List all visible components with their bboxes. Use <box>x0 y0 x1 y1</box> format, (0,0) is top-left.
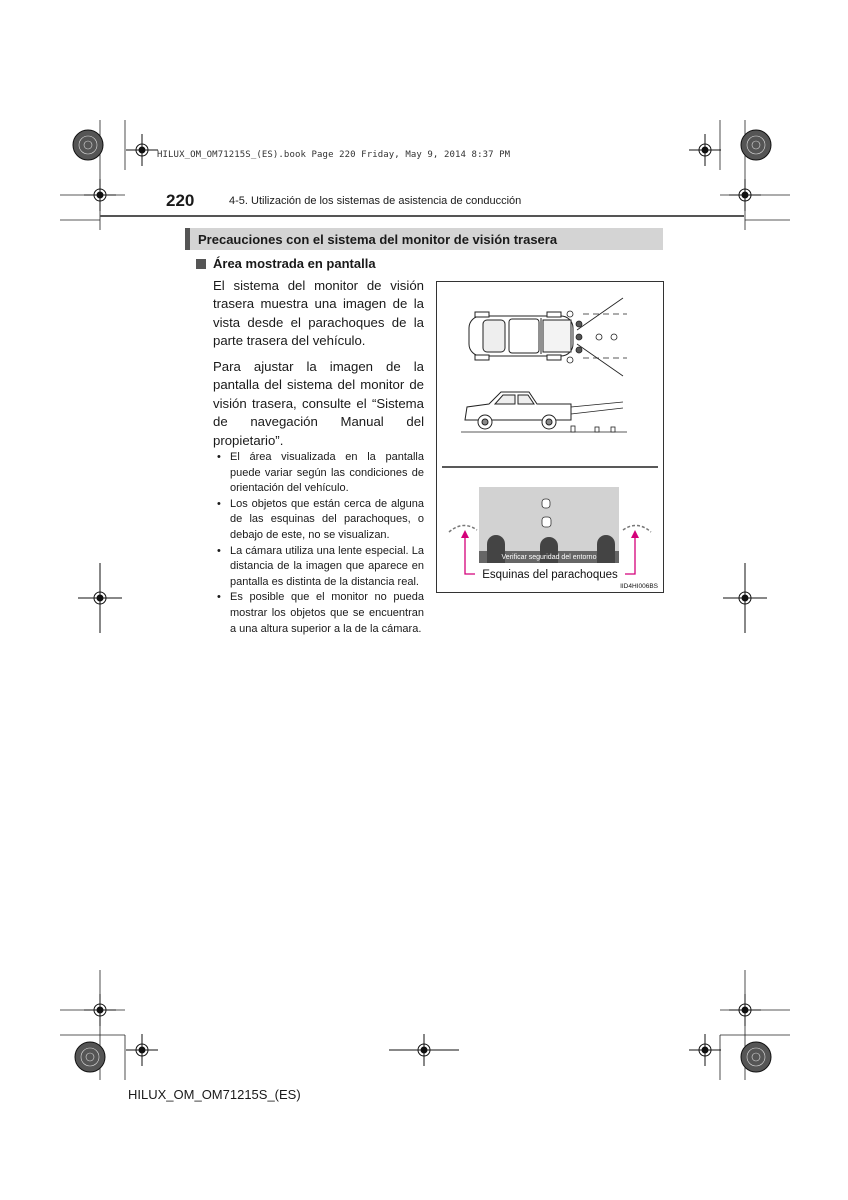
paragraph-intro: El sistema del monitor de visión trasera muestra una imagen de la vista desde el parachoques de la parte trasera del vehículo. <box>213 278 424 349</box>
section-title-bar <box>185 228 663 250</box>
subsection-title: Área mostrada en pantalla <box>213 256 376 271</box>
list-item: • Es posible que el monitor no pueda mostrar los objetos que se encuentran a una altura superior a la de la cámara. <box>217 591 424 635</box>
figure-code: IID4HI006BS <box>620 583 658 590</box>
figure-illustration <box>437 282 663 592</box>
subsection-square-icon <box>196 259 206 269</box>
notes-list <box>215 450 424 637</box>
list-item-text: La cámara utiliza una lente especial. La distancia de la imagen que aparece en pantalla es distinta de la distancia real. <box>230 544 424 588</box>
printer-info-line: HILUX_OM_OM71215S_(ES).book Page 220 Friday, May 9, 2014 8:37 PM <box>157 150 511 160</box>
list-item: • El área visualizada en la pantalla puede variar según las condiciones de orientación del vehículo. <box>217 451 424 495</box>
paragraph-adjust: Para ajustar la imagen de la pantalla del sistema del monitor de visión trasera, consulte el “Sistema de navegación Manual del propietario”. <box>213 359 424 448</box>
truck-top-view-icon <box>469 312 573 360</box>
list-item: • La cámara utiliza una lente especial. La distancia de la imagen que aparece en pantalla es distinta de la distancia real. <box>217 544 424 588</box>
screen-banner-text: Verificar seguridad del entorno <box>501 554 597 561</box>
camera-area-figure <box>436 281 664 593</box>
callout-label: Esquinas del parachoques <box>482 569 618 581</box>
list-item: • Los objetos que están cerca de alguna de las esquinas del parachoques, o debajo de este, no se visualizan. <box>217 497 424 541</box>
truck-side-view-icon <box>465 392 571 429</box>
footer-doc-code: HILUX_OM_OM71215S_(ES) <box>128 1087 301 1102</box>
section-path: 4-5. Utilización de los sistemas de asistencia de conducción <box>229 195 522 207</box>
section-title: Precauciones con el sistema del monitor de visión trasera <box>198 232 558 247</box>
list-item-text: Es posible que el monitor no pueda mostrar los objetos que se encuentran a una altura superior a la de la cámara. <box>230 591 424 635</box>
monitor-screen <box>479 487 619 563</box>
list-item-text: Los objetos que están cerca de alguna de las esquinas del parachoques, o debajo de este, no se visualizan. <box>230 497 424 541</box>
list-item-text: El área visualizada en la pantalla puede variar según las condiciones de orientación del vehículo. <box>230 451 424 495</box>
header-rule <box>100 215 744 217</box>
page-number: 220 <box>166 191 195 210</box>
